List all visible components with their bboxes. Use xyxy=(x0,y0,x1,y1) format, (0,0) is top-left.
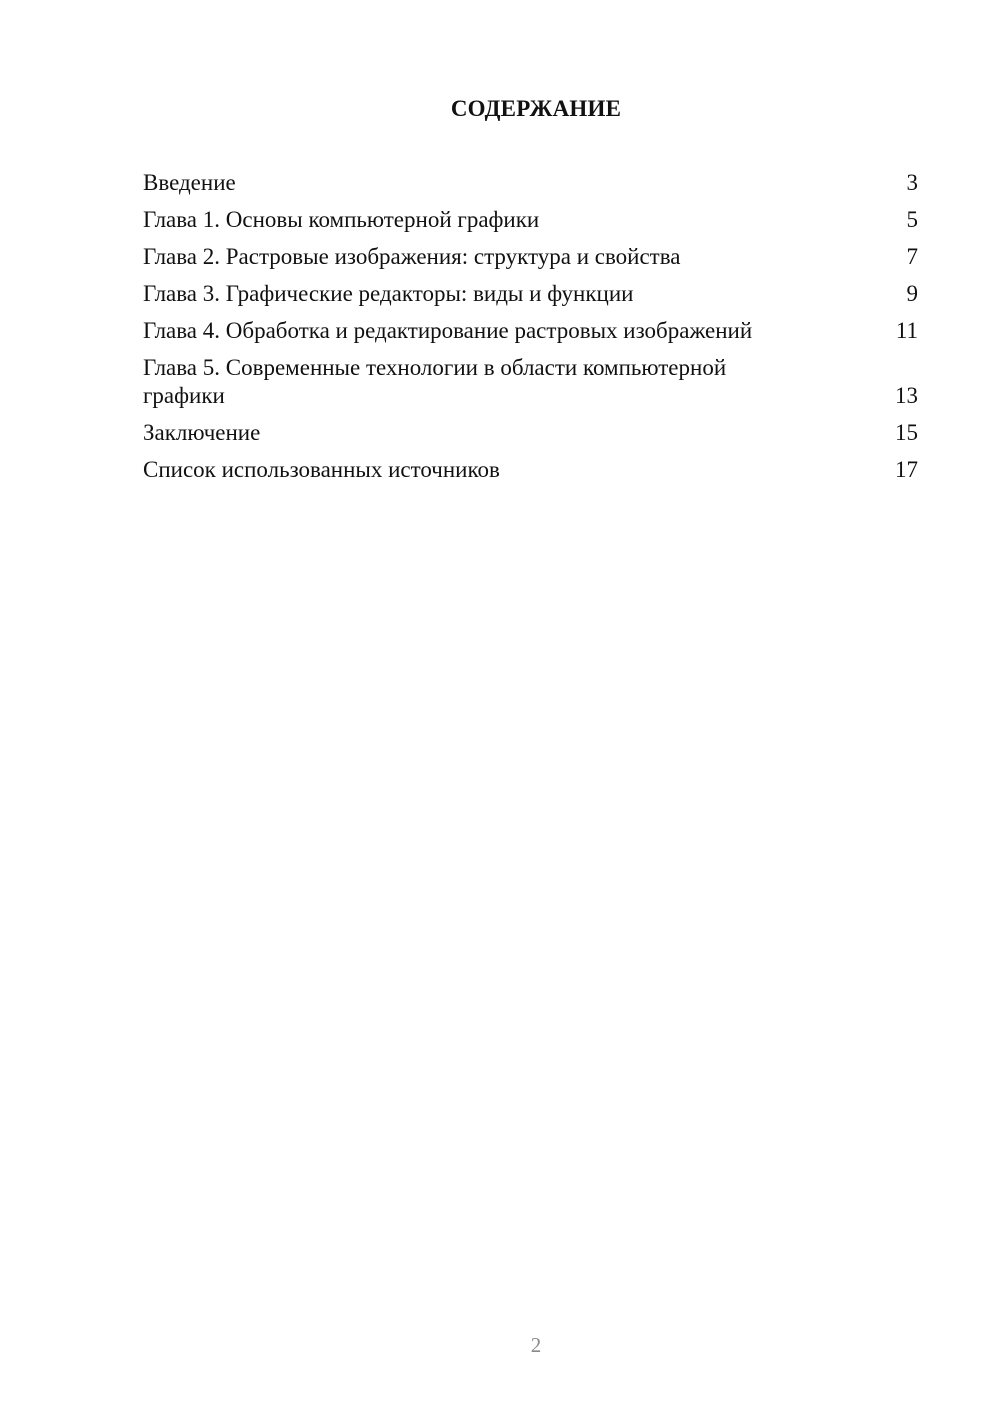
toc-item-conclusion xyxy=(143,419,918,447)
toc-item-page: 11 xyxy=(895,318,918,343)
table-of-contents xyxy=(143,169,918,493)
page-number: 2 xyxy=(530,1333,542,1357)
toc-item-label: Глава 3. Графические редакторы: виды и функции xyxy=(143,281,634,306)
toc-item-label: Глава 1. Основы компьютерной графики xyxy=(143,207,540,232)
toc-item-page: 3 xyxy=(906,170,918,195)
toc-item-label: Заключение xyxy=(143,420,261,445)
toc-item-chapter-1 xyxy=(143,206,918,234)
page-title: СОДЕРЖАНИЕ xyxy=(450,96,622,121)
toc-item-page: 5 xyxy=(906,207,918,232)
toc-item-page: 7 xyxy=(906,244,918,269)
toc-item-page: 17 xyxy=(895,457,918,482)
toc-item-label: Список использованных источников xyxy=(143,457,500,482)
toc-item-label: Введение xyxy=(143,170,236,195)
toc-item-label: Глава 2. Растровые изображения: структура и свойства xyxy=(143,244,681,269)
toc-item-chapter-4 xyxy=(143,317,918,345)
toc-item-chapter-2 xyxy=(143,243,918,271)
toc-item-page: 13 xyxy=(895,383,918,408)
toc-item-label: Глава 4. Обработка и редактирование растровых изображений xyxy=(143,318,753,343)
toc-item-references xyxy=(143,456,918,484)
toc-item-label: Глава 5. Современные технологии в области компьютерной графики xyxy=(143,355,727,408)
toc-item-page: 15 xyxy=(895,420,918,445)
toc-item-chapter-5 xyxy=(143,354,918,410)
toc-item-page: 9 xyxy=(906,281,918,306)
toc-item-introduction xyxy=(143,169,918,197)
toc-item-chapter-3 xyxy=(143,280,918,308)
